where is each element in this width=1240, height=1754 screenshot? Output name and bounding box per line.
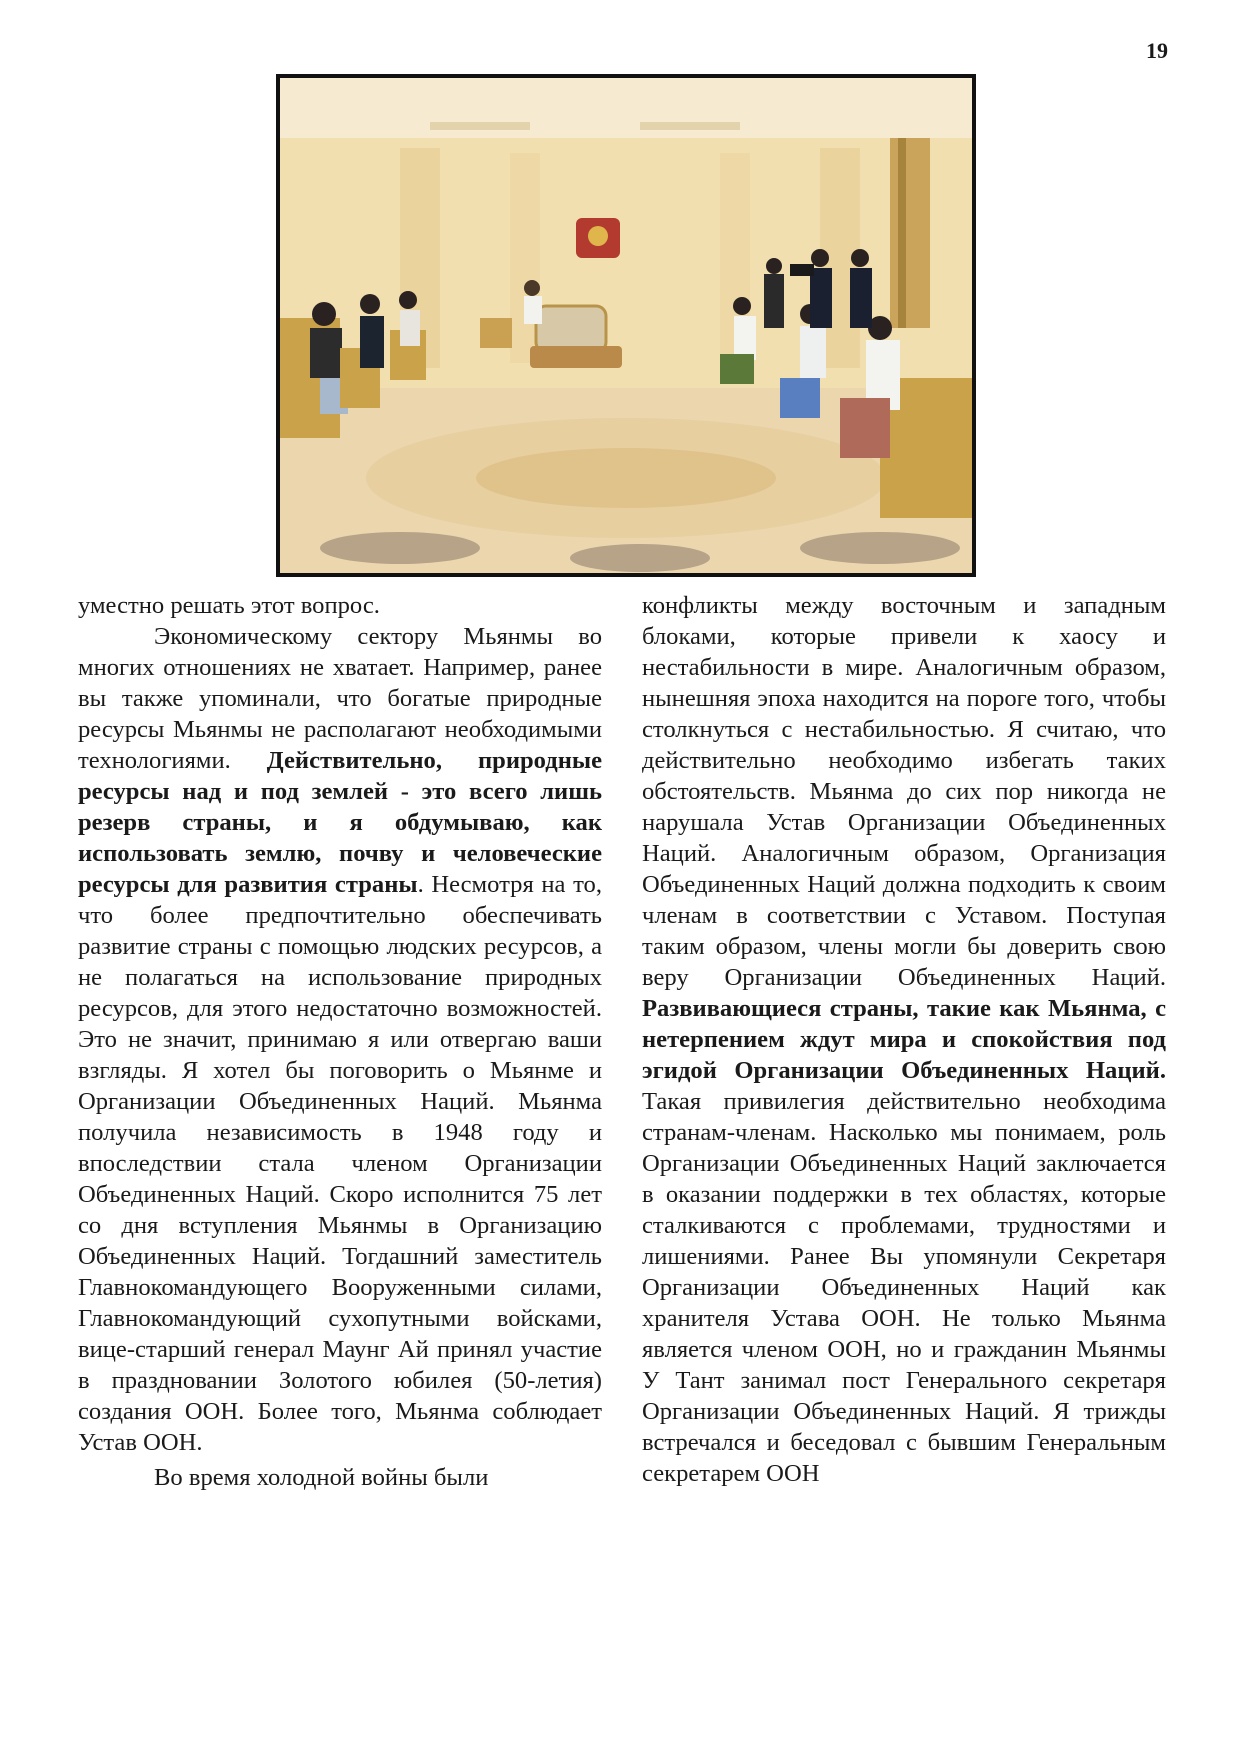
paragraph-continuation: уместно решать этот вопрос. bbox=[78, 592, 380, 619]
paragraph-economy-text-start: Экономическому сектору Мьянмы во многих отношениях не хватает. Например, ранее вы также упоминали, что богатые природные ресурсы Мьянмы не располагают необходимыми технологиями. bbox=[78, 623, 602, 774]
paragraph-economy bbox=[78, 621, 602, 1458]
paragraph-economy-text-end: . Несмотря на то, что более предпочтительно обеспечивать развитие страны с помощью людских ресурсов, а не полагаться на использование природных ресурсов, для этого недостаточно возможностей. Это не значит, принимаю я или отвергаю ваши взгляды. Я хотел бы поговорить о Мьянме и Организации Объединенных Наций. Мьянма получила независимость в 1948 году и впоследствии стала членом Организации Объединенных Наций. Скоро исполнится 75 лет со дня вступления Мьянмы в Организацию Объединенных Наций. Тогдашний заместитель Главнокомандующего Вооруженными силами, Главнокомандующий сухопутными войсками, вице-старший генерал Маунг Ай принял участие в праздновании Золотого юбилея (50-летия) создания ООН. Более того, Мьянма соблюдает Устав ООН. bbox=[78, 871, 602, 1456]
right-text-column bbox=[642, 590, 1166, 1489]
meeting-room-photo bbox=[276, 74, 976, 577]
paragraph-un-bold: Развивающиеся страны, такие как Мьянма, с нетерпением ждут мира и спокойствия под эгидой Организации Объединенных Наций. bbox=[642, 995, 1166, 1084]
paragraph-un-relations bbox=[642, 590, 1166, 1489]
paragraph-un-text-end: Такая привилегия действительно необходима странам-членам. Насколько мы понимаем, роль Организации Объединенных Наций заключается в оказании поддержки в тех областях, которые сталкиваются с проблемами, трудностями и лишениями. Ранее Вы упомянули Секретаря Организации Объединенных Наций как хранителя Устава ООН. Не только Мьянма является членом ООН, но и гражданин Мьянмы У Тант занимал пост Генерального секретаря Организации Объединенных Наций. Я трижды встречался и беседовал с бывшим Генеральным секретарем ООН bbox=[642, 1088, 1166, 1487]
paragraph-cold-war: Во время холодной войны были bbox=[154, 1464, 489, 1491]
paragraph-un-text-start: конфликты между восточным и западным блоками, которые привели к хаосу и нестабильности в мире. Аналогичным образом, нынешняя эпоха находится на пороге того, чтобы столкнуться с нестабильностью. Я считаю, что действительно необходимо избегать таких обстоятельств. Мьянма до сих пор никогда не нарушала Устав Организации Объединенных Наций. Аналогичным образом, Организация Объединенных Наций должна подходить к своим членам в соответствии с Уставом. Поступая таким образом, члены могли бы доверить свою веру Организации Объединенных Наций. bbox=[642, 592, 1166, 991]
paragraph-economy-bold: Действительно, природные ресурсы над и под землей - это всего лишь резерв страны, и я обдумываю, как использовать землю, почву и человеческие ресурсы для развития страны bbox=[78, 747, 602, 898]
photo-illustration bbox=[280, 78, 972, 573]
page-number: 19 bbox=[1146, 38, 1168, 63]
left-text-column bbox=[78, 590, 602, 1493]
